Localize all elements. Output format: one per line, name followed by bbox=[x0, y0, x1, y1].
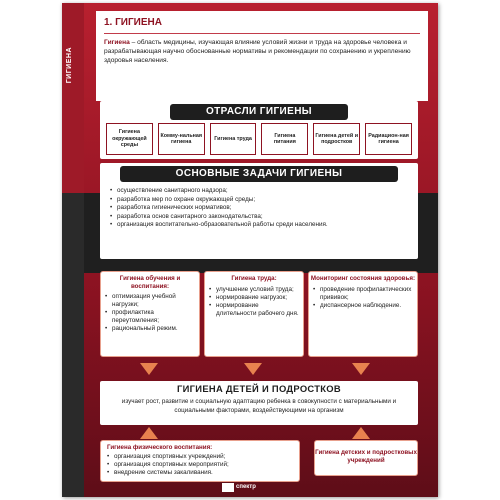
branch-item: Гигиена детей и подростков bbox=[313, 123, 360, 155]
list-item: • рациональный режим. bbox=[105, 325, 195, 333]
column-education bbox=[100, 271, 200, 357]
list-item: • оптимизация учебной нагрузки; bbox=[105, 293, 195, 309]
branches-row bbox=[106, 123, 412, 155]
bottom-list bbox=[101, 453, 299, 477]
center-panel bbox=[100, 381, 418, 425]
spine-label: ГИГИЕНА bbox=[66, 47, 73, 84]
branches-panel bbox=[100, 101, 418, 159]
list-item: • организация спортивных учреждений; bbox=[107, 453, 293, 461]
arrow-up-icon bbox=[352, 427, 370, 439]
list-item: • разработка гигиенических нормативов; bbox=[110, 204, 408, 213]
arrow-down-icon bbox=[140, 363, 158, 375]
column-list bbox=[309, 286, 417, 310]
title-divider bbox=[104, 33, 420, 34]
bottom-physical bbox=[100, 440, 300, 482]
poster bbox=[62, 3, 438, 497]
column-list bbox=[205, 286, 303, 318]
arrow-up-icon bbox=[140, 427, 158, 439]
page-title: 1. ГИГИЕНА bbox=[104, 17, 162, 28]
bottom-title: Гигиена детских и подростковых учреждений bbox=[315, 449, 417, 464]
list-item: • разработка мер по охране окружающей среды; bbox=[110, 196, 408, 205]
definition-text: – область медицины, изучающая влияние условий жизни и труда на здоровье человека и разрабатывающая научно обоснованные нормативы и рекомендации по сохранению и укреплению здоровья населения. bbox=[104, 39, 411, 65]
branches-title: ОТРАСЛИ ГИГИЕНЫ bbox=[170, 104, 348, 120]
logo-text: спектр bbox=[236, 484, 256, 490]
tasks-title: ОСНОВНЫЕ ЗАДАЧИ ГИГИЕНЫ bbox=[120, 166, 398, 182]
spine-top bbox=[62, 3, 84, 193]
column-monitoring bbox=[308, 271, 418, 357]
list-item: • организация спортивных мероприятий; bbox=[107, 461, 293, 469]
column-labor bbox=[204, 271, 304, 357]
branch-item: Гигиена питания bbox=[261, 123, 308, 155]
column-title: Гигиена труда: bbox=[231, 275, 277, 282]
list-item: • разработка основ санитарного законодательства; bbox=[110, 213, 408, 222]
branch-item: Гигиена окружающей среды bbox=[106, 123, 153, 155]
branch-item: Комму-нальная гигиена bbox=[158, 123, 205, 155]
arrow-down-icon bbox=[352, 363, 370, 375]
bottom-institutions bbox=[314, 440, 418, 476]
list-item: • осуществление санитарного надзора; bbox=[110, 187, 408, 196]
bottom-title: Гигиена физического воспитания: bbox=[107, 444, 213, 451]
tasks-list bbox=[110, 187, 408, 230]
arrow-down-icon bbox=[244, 363, 262, 375]
list-item: • диспансерное наблюдение. bbox=[313, 302, 413, 310]
logo-mark bbox=[222, 483, 234, 492]
center-title: ГИГИЕНА ДЕТЕЙ И ПОДРОСТКОВ bbox=[177, 383, 341, 394]
tasks-panel bbox=[100, 163, 418, 259]
list-item: • организация воспитательно-образовательной работы среди населения. bbox=[110, 221, 408, 230]
definition-term: Гигиена bbox=[104, 39, 130, 46]
column-title: Мониторинг состояния здоровья: bbox=[310, 275, 416, 282]
header-panel bbox=[96, 11, 428, 101]
list-item: • нормирование длительности рабочего дня. bbox=[209, 302, 299, 318]
column-title: Гигиена обучения и воспитания: bbox=[119, 275, 181, 290]
column-list bbox=[101, 293, 199, 333]
list-item: • профилактика переутомления; bbox=[105, 309, 195, 325]
branch-item: Гигиена труда bbox=[210, 123, 257, 155]
list-item: • улучшение условий труда; bbox=[209, 286, 299, 294]
center-text: изучает рост, развитие и социальную адаптацию ребенка в совокупности с материальными и социальными факторами, воздействующими на организм bbox=[121, 398, 397, 414]
list-item: • проведение профилактических прививок; bbox=[313, 286, 413, 302]
list-item: • нормирование нагрузок; bbox=[209, 294, 299, 302]
branch-item: Радиацион-ная гигиена bbox=[365, 123, 412, 155]
list-item: • внедрение системы закаливания. bbox=[107, 469, 293, 477]
definition bbox=[104, 38, 420, 66]
